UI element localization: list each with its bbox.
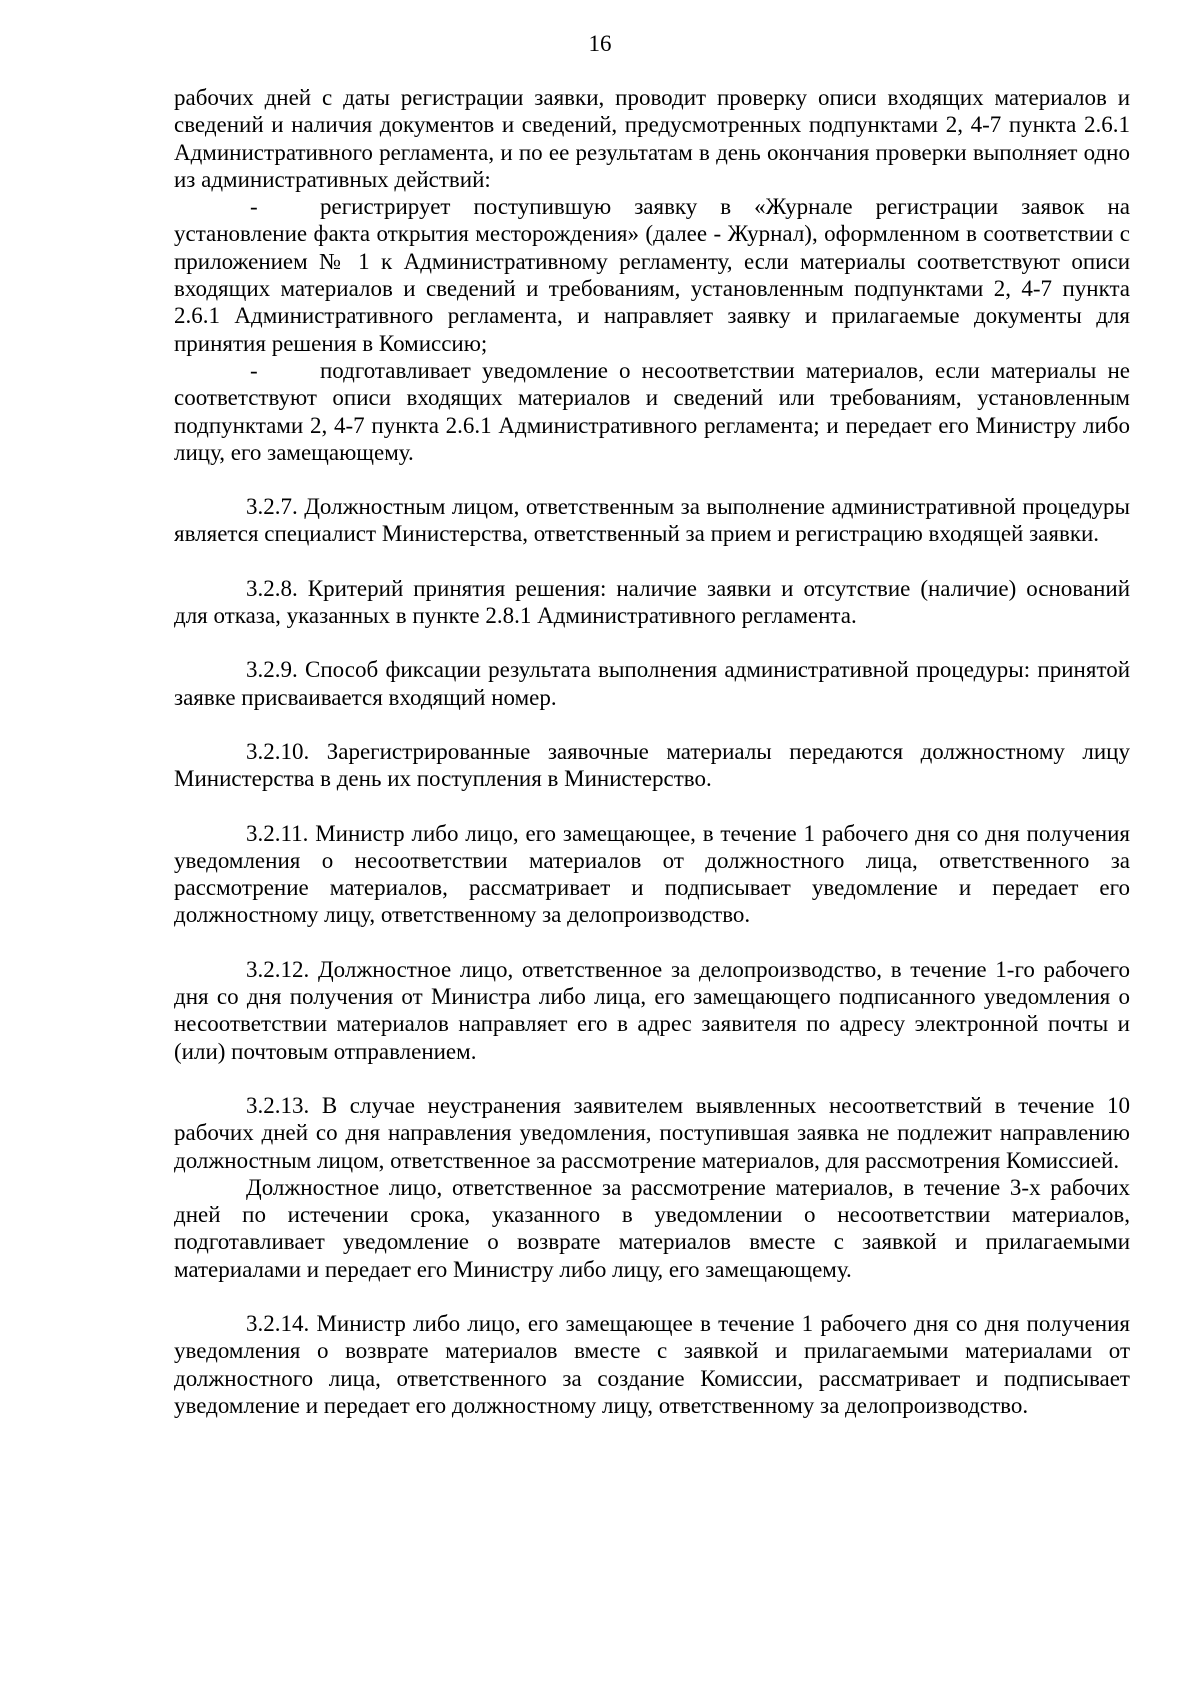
bullet-dash: - bbox=[250, 194, 258, 220]
bullet-item-register bbox=[174, 193, 1130, 357]
paragraph-intro: рабочих дней с даты регистрации заявки, проводит проверку описи входящих материалов и сведений и наличия документов и сведений, предусмотренных подпунктами 2, 4-7 пункта 2.6.1 Административного регламента, и по ее результатам в день окончания проверки выполняет одно из административных действий: bbox=[174, 85, 1130, 192]
bullet-text: регистрирует поступившую заявку в «Журнале регистрации заявок на установление факта открытия месторождения» (далее - Журнал), оформленном в соответствии с приложением № 1 к Административному регламенту, если материалы соответствуют описи входящих материалов и сведений и требованиям, установленным подпунктами 2, 4-7 пункта 2.6.1 Административного регламента, и направляет заявку и прилагаемые документы для принятия решения в Комиссию; bbox=[174, 194, 1130, 356]
section-3-2-10: 3.2.10. Зарегистрированные заявочные материалы передаются должностному лицу Министерства в день их поступления в Министерство. bbox=[174, 738, 1130, 792]
section-3-2-14: 3.2.14. Министр либо лицо, его замещающее в течение 1 рабочего дня со дня получения уведомления о возврате материалов вместе с заявкой и прилагаемыми материалами от должностного лица, ответственного за создание Комиссии, рассматривает и подписывает уведомление и передает его должностному лицу, ответственному за делопроизводство. bbox=[174, 1310, 1130, 1418]
section-3-2-13: 3.2.13. В случае неустранения заявителем выявленных несоответствий в течение 10 рабочих дней со дня направления уведомления, поступившая заявка не подлежит направлению должностным лицом, ответственное за рассмотрение материалов, для рассмотрения Комиссией. bbox=[174, 1092, 1130, 1173]
bullet-dash: - bbox=[250, 357, 258, 383]
section-3-2-12: 3.2.12. Должностное лицо, ответственное за делопроизводство, в течение 1-го рабочего дня со дня получения от Министра либо лица, его замещающего подписанного уведомления о несоответствии материалов направляет его в адрес заявителя по адресу электронной почты и (или) почтовым отправлением. bbox=[174, 956, 1130, 1064]
section-3-2-7: 3.2.7. Должностным лицом, ответственным за выполнение административной процедуры является специалист Министерства, ответственный за прием и регистрацию входящей заявки. bbox=[174, 494, 1130, 547]
section-3-2-13-continued: Должностное лицо, ответственное за рассмотрение материалов, в течение 3-х рабочих дней по истечении срока, указанного в уведомлении о несоответствии материалов, подготавливает уведомление о возврате материалов вместе с заявкой и прилагаемыми материалами и передает его Министру либо лицу, его замещающему. bbox=[174, 1174, 1130, 1282]
section-3-2-9: 3.2.9. Способ фиксации результата выполнения административной процедуры: принятой заявке присваивается входящий номер. bbox=[174, 657, 1130, 710]
bullet-item-notify bbox=[174, 357, 1130, 466]
bullet-text: подготавливает уведомление о несоответствии материалов, если материалы не соответствуют описи входящих материалов и сведений или требованиям, установленным подпунктами 2, 4-7 пункта 2.6.1 Административного регламента; и передает его Министру либо лицу, его замещающему. bbox=[174, 357, 1130, 465]
page-number: 16 bbox=[588, 31, 612, 56]
section-3-2-11: 3.2.11. Министр либо лицо, его замещающее, в течение 1 рабочего дня со дня получения уведомления о несоответствии материалов от должностного лица, ответственного за рассмотрение материалов, рассматривает и подписывает уведомление и передает его должностному лицу, ответственному за делопроизводство. bbox=[174, 820, 1130, 928]
section-3-2-8: 3.2.8. Критерий принятия решения: наличие заявки и отсутствие (наличие) оснований для отказа, указанных в пункте 2.8.1 Административного регламента. bbox=[174, 575, 1130, 629]
document-body bbox=[174, 84, 1130, 1419]
